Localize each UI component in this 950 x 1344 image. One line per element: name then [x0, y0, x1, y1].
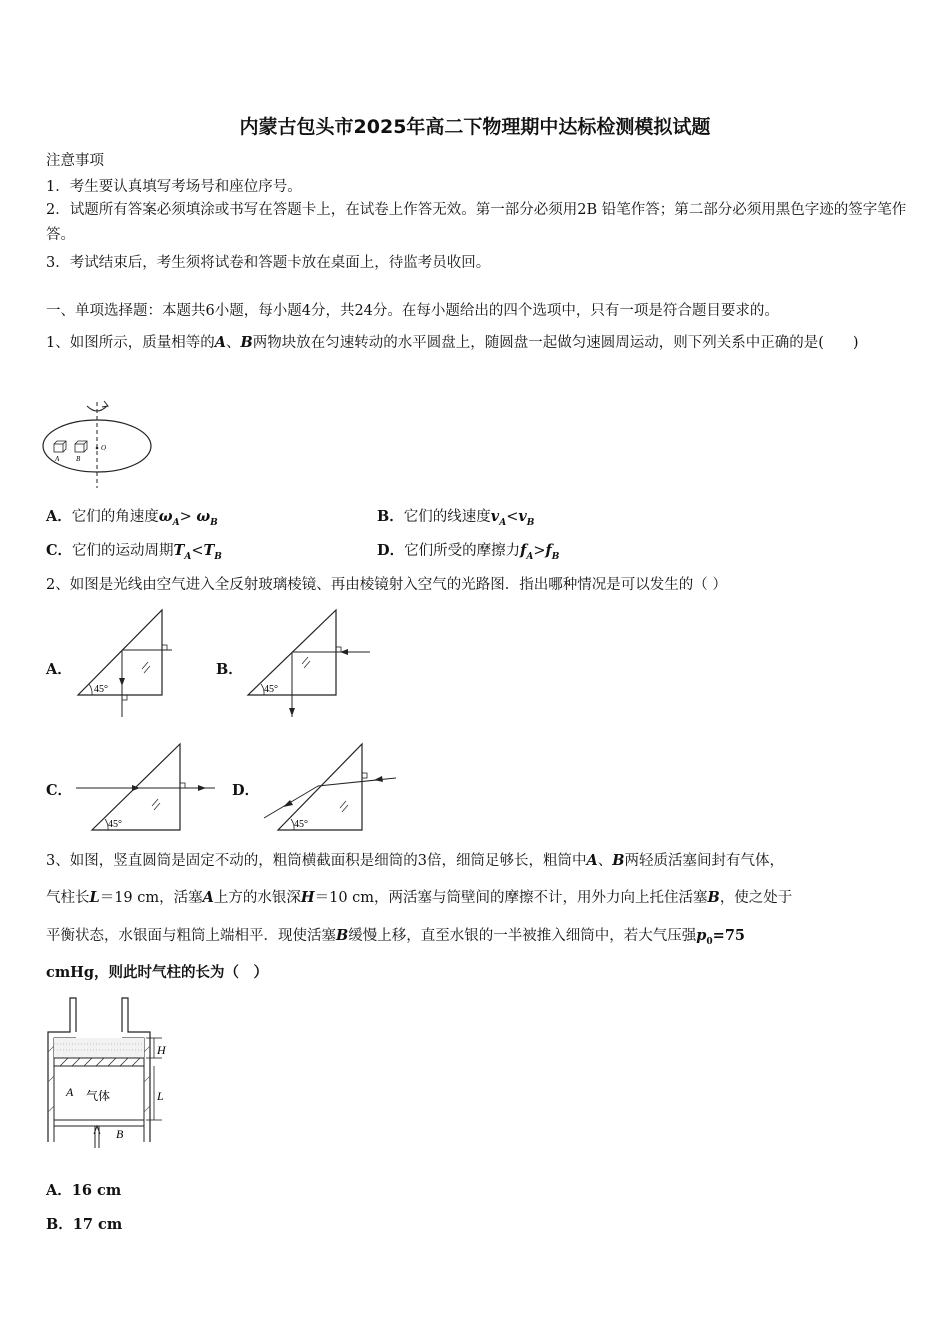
notice-item-2: 2．试题所有答案必须填涂或书写在答题卡上，在试卷上作答无效。第一部分必须用2B 铅笔作答；第二部分必须用黑色字迹的签字笔作答。 [46, 202, 907, 243]
section-heading: 一、单项选择题：本题共6小题，每小题4分，共24分。在每小题给出的四个选项中，只有一项是符合题目要求的。 [46, 303, 779, 319]
q2-prism-c [70, 738, 220, 838]
page-title: 内蒙古包头市2025年高二下物理期中达标检测模拟试题 [239, 116, 711, 138]
q1-option-b[interactable]: B．它们的线速度$v_A<v_B$ [377, 508, 535, 528]
question-3-line-4: cmHg，则此时气柱的长为（ ） [46, 964, 269, 981]
question-3-line-3: 平衡状态，水银面与粗筒上端相平．现使活塞B缓慢上移，直至水银的一半被推入细筒中，若大气压强$p_0=75$ [46, 927, 745, 947]
q1-fig-label-a: A [55, 455, 60, 463]
q1-disc-figure [40, 392, 160, 492]
q2-option-d-label[interactable]: D． [232, 782, 260, 799]
q1-fig-label-o: O [101, 444, 107, 452]
q3-fig-label-h: H [157, 1043, 166, 1057]
q3-fig-label-b: B [116, 1127, 124, 1141]
question-2-stem: 2、如图是光线由空气进入全反射玻璃棱镜、再由棱镜射入空气的光路图．指出哪种情况是可以发生的（ ） [46, 577, 727, 593]
question-3-line-1: 3、如图，竖直圆筒是固定不动的，粗筒横截面积是细筒的3倍，细筒足够长，粗筒中A、B两轻质活塞间封有气体， [46, 852, 784, 869]
question-1-stem: 1、如图所示，质量相等的A、B两物块放在匀速转动的水平圆盘上，随圆盘一起做匀速圆周运动，则下列关系中正确的是( ) [46, 334, 859, 351]
q2-prism-d [256, 738, 406, 838]
q1-option-a[interactable]: A．它们的角速度$\omega_A> \omega_B$ [46, 508, 218, 528]
q2-option-c-label[interactable]: C． [46, 782, 73, 799]
q2-prism-b [240, 602, 380, 722]
q3-cylinder-figure [40, 992, 180, 1152]
q3-fig-label-l: L [157, 1089, 164, 1103]
q2-angle-c: 45° [108, 819, 122, 830]
q2-angle-a: 45° [94, 684, 108, 695]
notice-item-3: 3．考试结束后，考生须将试卷和答题卡放在桌面上，待监考员收回。 [46, 255, 491, 271]
q2-prism-a [70, 602, 180, 722]
q1-option-d[interactable]: D．它们所受的摩擦力$f_A>f_B$ [377, 542, 560, 562]
q2-angle-d: 45° [294, 819, 308, 830]
q1-option-c[interactable]: C．它们的运动周期$T_A<T_B$ [46, 542, 222, 562]
q2-option-a-label[interactable]: A． [46, 661, 72, 678]
q3-fig-label-gas: 气体 [86, 1089, 111, 1103]
notice-item-1: 1．考生要认真填写考场号和座位序号。 [46, 179, 302, 195]
q3-option-b[interactable]: B．17 cm [46, 1216, 123, 1233]
q2-option-b-label[interactable]: B． [216, 661, 243, 678]
q3-fig-label-a: A [66, 1085, 74, 1099]
q3-option-a[interactable]: A．16 cm [46, 1182, 122, 1199]
q1-fig-label-b: B [76, 455, 81, 463]
q2-angle-b: 45° [264, 684, 278, 695]
question-3-line-2: 气柱长L＝19 cm，活塞A上方的水银深H＝10 cm，两活塞与筒壁间的摩擦不计，用外力向上托住活塞B，使之处于 [46, 889, 793, 906]
notice-heading: 注意事项 [46, 153, 104, 169]
